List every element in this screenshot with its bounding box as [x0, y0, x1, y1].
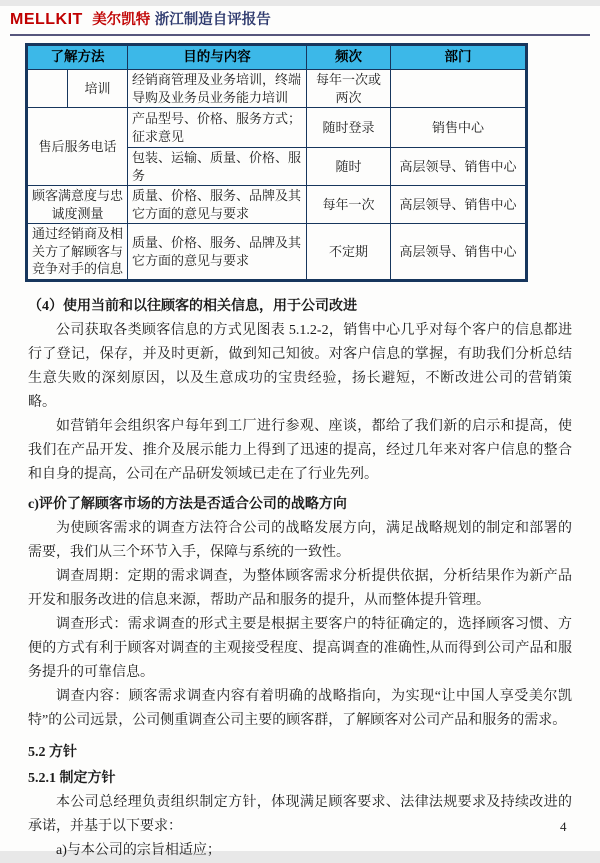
- frequency-cell: 随时: [307, 148, 391, 186]
- table-row: [27, 224, 527, 281]
- purpose-cell: 经销商管理及业务培训，终端导购及业务员业务能力培训: [128, 70, 307, 108]
- frequency-cell: 不定期: [307, 224, 391, 281]
- paragraph: 为使顾客需求的调查方法符合公司的战略发展方向，满足战略规划的制定和部署的需要，我们从三个环节入手，保障与系统的一致性。: [28, 520, 572, 560]
- method-cell: 售后服务电话: [27, 108, 128, 186]
- section-heading-4: （4）使用当前和以往顾客的相关信息，用于公司改进: [28, 298, 357, 314]
- frequency-cell: 随时登录: [307, 108, 391, 148]
- department-cell: [391, 70, 527, 108]
- column-header-frequency: 频次: [307, 45, 391, 70]
- paragraph: 调查周期：定期的需求调查，为整体顾客需求分析提供依据，分析结果作为新产品开发和服务改进的信息来源，帮助产品和服务的提升，从而整体提升管理。: [28, 568, 572, 608]
- document-body: [28, 295, 572, 863]
- purpose-cell: 产品型号、价格、服务方式；征求意见: [128, 108, 307, 148]
- purpose-cell: 质量、价格、服务、品牌及其它方面的意见与要求: [128, 224, 307, 281]
- paragraph: 调查形式：需求调查的形式主要是根据主要客户的特征确定的，选择顾客习惯、方便的方式有利于顾客对调查的主观接受程度、提高调查的准确性,从而得到公司产品和服务提升的可靠信息。: [28, 616, 572, 680]
- section-heading-5-2: 5.2 方针: [28, 744, 77, 760]
- table-header-row: [27, 45, 527, 70]
- frequency-cell: 每年一次或两次: [307, 70, 391, 108]
- department-cell: 销售中心: [391, 108, 527, 148]
- page-number: 4: [560, 819, 567, 834]
- paragraph: 本公司总经理负责组织制定方针，体现满足顾客要求、法律法规要求及持续改进的承诺，并基于以下要求：: [28, 794, 572, 834]
- paragraph: 调查内容：顾客需求调查内容有着明确的战略指向，为实现“让中国人享受美尔凯特”的公司远景，公司侧重调查公司主要的顾客群，了解顾客对公司产品和服务的需求。: [28, 688, 572, 728]
- table-row: [27, 70, 527, 108]
- customer-info-methods-table: [25, 43, 528, 282]
- empty-sub-cell: [27, 70, 68, 108]
- method-cell: 顾客满意度与忠诚度测量: [27, 186, 128, 224]
- column-header-purpose: 目的与内容: [128, 45, 307, 70]
- document-header: [10, 6, 590, 36]
- department-cell: 高层领导、销售中心: [391, 224, 527, 281]
- column-header-method: 了解方法: [27, 45, 128, 70]
- paragraph: 公司获取各类顾客信息的方式见图表 5.1.2-2，销售中心几乎对每个客户的信息都进行了登记，保存，并及时更新，做到知己知彼。对客户信息的掌握，有助我们分析总结生意失败的深刻原因，以及生意成功的宝贵经验，扬长避短，不断改进公司的营销策略。: [28, 322, 572, 410]
- table-row: [27, 108, 527, 148]
- department-cell: 高层领导、销售中心: [391, 186, 527, 224]
- method-cell: 培训: [68, 70, 128, 108]
- column-header-department: 部门: [391, 45, 527, 70]
- table-row: [27, 186, 527, 224]
- document-title: 浙江制造自评报告: [154, 12, 271, 28]
- company-name: 美尔凯特: [92, 12, 151, 28]
- department-cell: 高层领导、销售中心: [391, 148, 527, 186]
- section-heading-c: c)评价了解顾客市场的方法是否适合公司的战略方向: [28, 496, 347, 512]
- purpose-cell: 质量、价格、服务、品牌及其它方面的意见与要求: [128, 186, 307, 224]
- method-cell: 通过经销商及相关方了解顾客与竞争对手的信息: [27, 224, 128, 281]
- document-page: [0, 6, 600, 858]
- paragraph: a)与本公司的宗旨相适应；: [56, 842, 221, 858]
- section-heading-5-2-1: 5.2.1 制定方针: [28, 770, 116, 786]
- paragraph: 如营销年会组织客户每年到工厂进行参观、座谈，都给了我们新的启示和提高，使我们在产品开发、推介及展示能力上得到了迅速的提高，经过几年来对客户信息的整合和自身的提高，公司在产品研发领域已走在了行业先列。: [28, 418, 572, 482]
- frequency-cell: 每年一次: [307, 186, 391, 224]
- brand-logo-text: MELLKIT: [10, 11, 83, 28]
- purpose-cell: 包装、运输、质量、价格、服务: [128, 148, 307, 186]
